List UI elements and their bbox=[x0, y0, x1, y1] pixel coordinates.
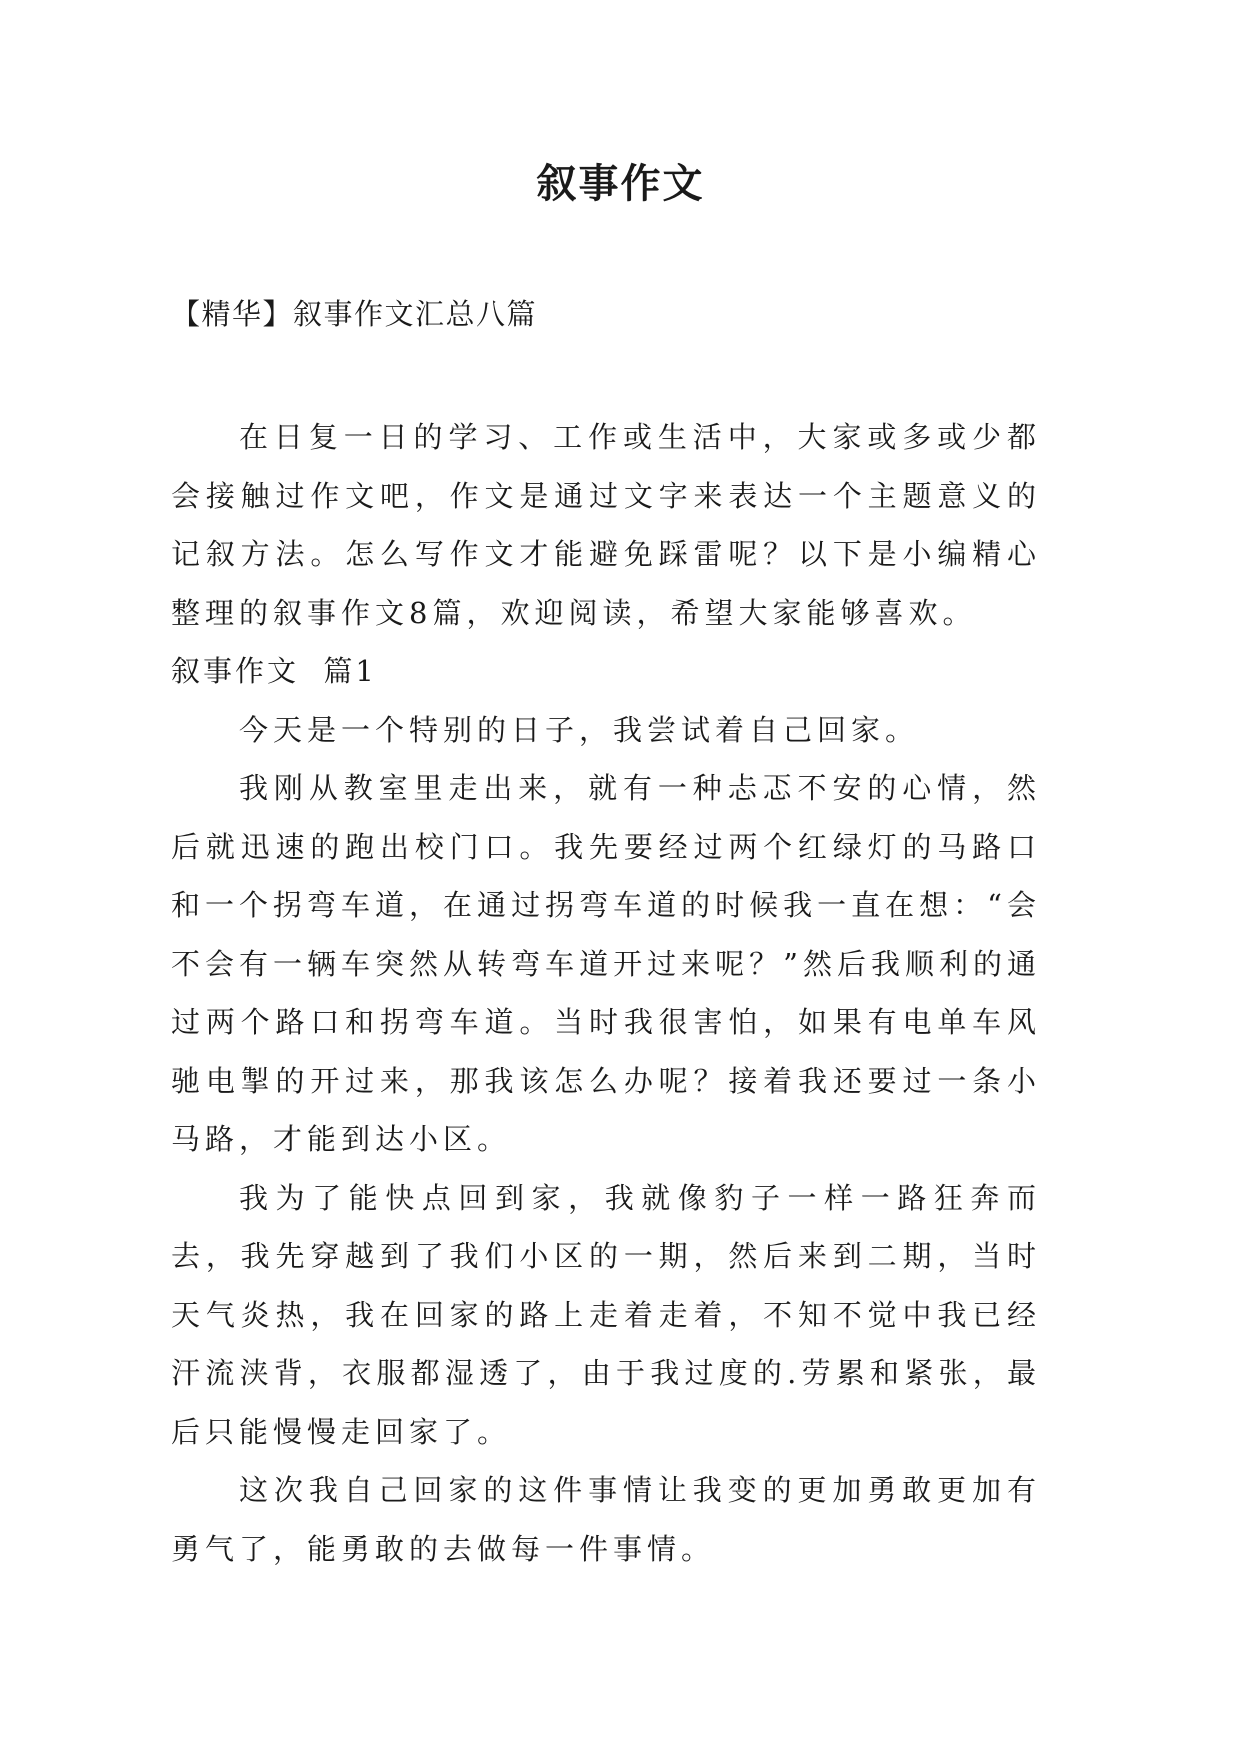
body-paragraph-2: 我刚从教室里走出来，就有一种忐忑不安的心情，然后就迅速的跑出校门口。我先要经过两个红绿灯的马路口和一个拐弯车道，在通过拐弯车道的时候我一直在想：“会不会有一辆车突然从转弯车道开过来呢？”然后我顺利的通过两个路口和拐弯车道。当时我很害怕，如果有电单车风驰电掣的开过来，那我该怎么办呢？接着我还要过一条小马路，才能到达小区。 bbox=[171, 771, 1041, 1156]
document-title: 叙事作文 bbox=[536, 161, 705, 207]
body-paragraph-3: 我为了能快点回到家，我就像豹子一样一路狂奔而去，我先穿越到了我们小区的一期，然后来到二期，当时天气炎热，我在回家的路上走着走着，不知不觉中我已经汗流浃背，衣服都湿透了，由于我过度的.劳累和紧张，最后只能慢慢走回家了。 bbox=[171, 1180, 1041, 1449]
body-paragraph-4: 这次我自己回家的这件事情让我变的更加勇敢更加有勇气了，能勇敢的去做每一件事情。 bbox=[171, 1473, 1041, 1566]
document-body bbox=[0, 408, 1241, 1578]
body-paragraph-1: 今天是一个特别的日子，我尝试着自己回家。 bbox=[239, 712, 920, 747]
section-heading: 叙事作文 篇1 bbox=[171, 654, 377, 688]
intro-paragraph: 在日复一日的学习、工作或生活中，大家或多或少都会接触过作文吧，作文是通过文字来表达一个主题意义的记叙方法。怎么写作文才能避免踩雷呢？以下是小编精心整理的叙事作文8篇，欢迎阅读，希望大家能够喜欢。 bbox=[171, 420, 1041, 630]
document-subtitle: 【精华】叙事作文汇总八篇 bbox=[171, 297, 538, 331]
